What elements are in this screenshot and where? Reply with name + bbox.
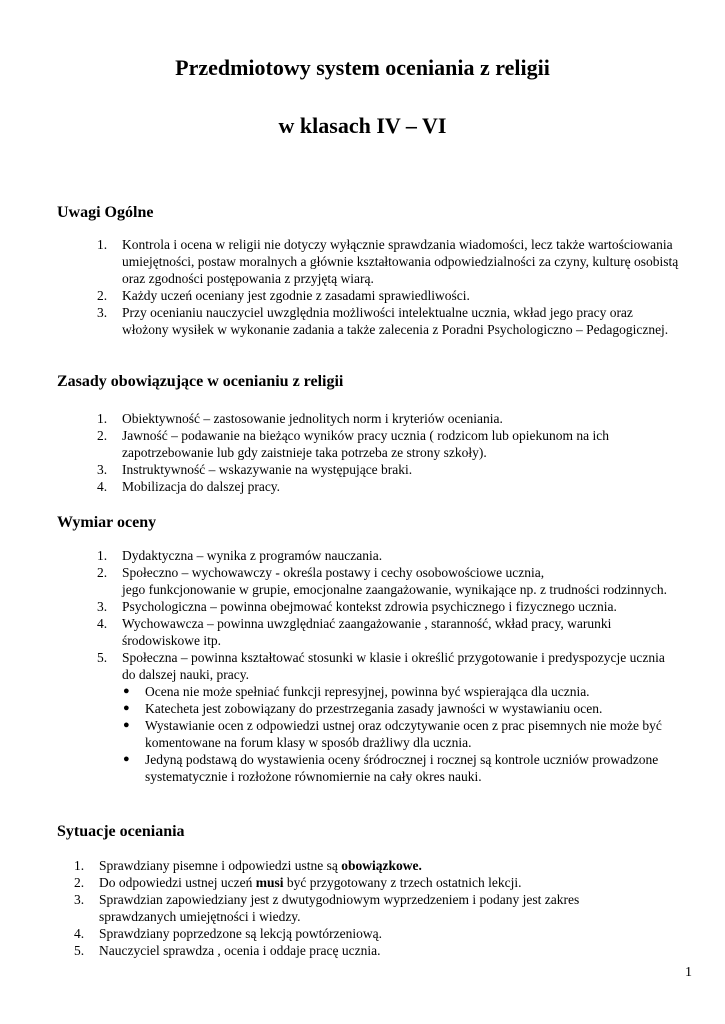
bullet-icon: ●	[123, 685, 130, 697]
list-number: 1.	[97, 548, 108, 563]
list-text: Wychowawcza – powinna uwzględniać zaangażowanie , staranność, wkład pracy, warunki środowiskowe itp.	[122, 616, 612, 648]
list-text: Mobilizacja do dalszej pracy.	[122, 479, 281, 494]
list-text	[99, 857, 659, 874]
document-title: Przedmiotowy system oceniania z religii	[175, 55, 550, 80]
bullet-icon: ●	[123, 753, 130, 765]
list-number: 5.	[97, 650, 108, 665]
list-item	[97, 287, 682, 304]
list-text-bold: musi	[255, 875, 284, 890]
section-heading-rules: Zasady obowiązujące w ocenianiu z religii	[57, 373, 344, 390]
list-number: 3.	[97, 462, 108, 477]
list-text: Nauczyciel sprawdza , ocenia i oddaje pracę ucznia.	[99, 943, 381, 958]
list-number: 4.	[74, 926, 85, 941]
bullet-text: Katecheta jest zobowiązany do przestrzegania zasady jawności w wystawianiu ocen.	[145, 701, 603, 716]
list-item	[74, 857, 659, 874]
list-number: 3.	[97, 305, 108, 320]
list-text: Kontrola i ocena w religii nie dotyczy wyłącznie sprawdzania wiadomości, lecz także wartościowania umiejętności, postaw moralnych a głównie kształtowania odpowiedzialności za czyny, kulturę osobistą oraz zgodności postępowania z przyjętą wiarą.	[122, 237, 679, 286]
list-text-normal: Sprawdziany pisemne i odpowiedzi ustne są	[99, 858, 342, 873]
list-text: Instruktywność – wskazywanie na występujące braki.	[122, 462, 413, 477]
list-text-normal: Do odpowiedzi ustnej uczeń	[99, 875, 256, 890]
list-item	[97, 598, 677, 615]
list-text: Każdy uczeń oceniany jest zgodnie z zasadami sprawiedliwości.	[122, 288, 470, 303]
general-list	[97, 236, 682, 338]
bullet-text: Jedyną podstawą do wystawienia oceny śródrocznej i rocznej są kontrole uczniów prowadzone systematycznie i rozłożone równomiernie na cały okres nauki.	[145, 752, 659, 784]
list-text: Przy ocenianiu nauczyciel uwzględnia możliwości intelektualne ucznia, wkład jego pracy oraz włożony wysiłek w wykonanie zadania a także zalecenia z Poradni Psychologiczno – Pedagogicznej.	[122, 305, 669, 337]
list-text: Sprawdziany poprzedzone są lekcją powtórzeniową.	[99, 926, 383, 941]
bullet-icon: ●	[123, 702, 130, 714]
bullet-item	[122, 683, 677, 700]
list-item	[97, 564, 677, 598]
list-number: 1.	[74, 858, 85, 873]
list-text-continuation: jego funkcjonowanie w grupie, emocjonalne zaangażowanie, wynikające np. z trudności rodzinnych.	[122, 582, 668, 597]
list-number: 2.	[97, 565, 108, 580]
list-item	[97, 236, 682, 287]
situations-list	[74, 857, 659, 959]
list-number: 4.	[97, 616, 108, 631]
list-text: Dydaktyczna – wynika z programów nauczania.	[122, 548, 383, 563]
list-text: Psychologiczna – powinna obejmować kontekst zdrowia psychicznego i fizycznego ucznia.	[122, 599, 617, 614]
list-text-bold: obowiązkowe.	[341, 858, 422, 873]
bullet-item	[122, 751, 677, 785]
list-number: 2.	[97, 288, 108, 303]
dimension-list	[97, 547, 677, 785]
bullet-text: Wystawianie ocen z odpowiedzi ustnej oraz odczytywanie ocen z prac pisemnych nie może być komentowane na forum klasy w sposób drażliwy dla ucznia.	[145, 718, 662, 750]
rules-list	[97, 410, 662, 495]
list-item	[74, 942, 659, 959]
list-number: 2.	[74, 875, 85, 890]
section-heading-situations: Sytuacje oceniania	[57, 823, 185, 840]
section-heading-dimension: Wymiar oceny	[57, 514, 157, 531]
list-text: Sprawdzian zapowiedziany jest z dwutygodniowym wyprzedzeniem i podany jest zakres sprawdzanych umiejętności i wiedzy.	[99, 892, 580, 924]
list-number: 1.	[97, 411, 108, 426]
bullet-item	[122, 717, 677, 751]
bullet-item	[122, 700, 677, 717]
list-item	[97, 615, 677, 649]
dimension-bullet-list	[122, 683, 677, 785]
list-item	[97, 427, 662, 461]
list-number: 2.	[97, 428, 108, 443]
list-item	[97, 478, 662, 495]
list-number: 3.	[97, 599, 108, 614]
list-text	[99, 874, 659, 891]
list-text: Społeczno – wychowawczy - określa postawy i cechy osobowościowe ucznia,	[122, 565, 545, 580]
list-item	[74, 925, 659, 942]
list-text: Obiektywność – zastosowanie jednolitych norm i kryteriów oceniania.	[122, 411, 503, 426]
list-number: 5.	[74, 943, 85, 958]
list-text: Społeczna – powinna kształtować stosunki w klasie i określić przygotowanie i predyspozycje ucznia do dalszej nauki, pracy.	[122, 650, 665, 682]
bullet-text: Ocena nie może spełniać funkcji represyjnej, powinna być wspierająca dla ucznia.	[145, 684, 590, 699]
list-number: 3.	[74, 892, 85, 907]
list-item	[97, 649, 677, 785]
list-item	[97, 547, 677, 564]
list-item	[97, 410, 662, 427]
list-item	[74, 874, 659, 891]
section-heading-general: Uwagi Ogólne	[57, 204, 154, 221]
list-text: Jawność – podawanie na bieżąco wyników pracy ucznia ( rodzicom lub opiekunom na ich zapotrzebowanie lub gdy zaistnieje taka potrzeba ze strony szkoły).	[122, 428, 609, 460]
list-number: 4.	[97, 479, 108, 494]
bullet-icon: ●	[123, 719, 130, 731]
document-subtitle: w klasach IV – VI	[278, 113, 447, 138]
page-number: 1	[685, 965, 692, 980]
list-number: 1.	[97, 237, 108, 252]
list-item	[74, 891, 659, 925]
list-item	[97, 304, 682, 338]
list-item	[97, 461, 662, 478]
list-text-normal: być przygotowany z trzech ostatnich lekcji.	[283, 875, 522, 890]
